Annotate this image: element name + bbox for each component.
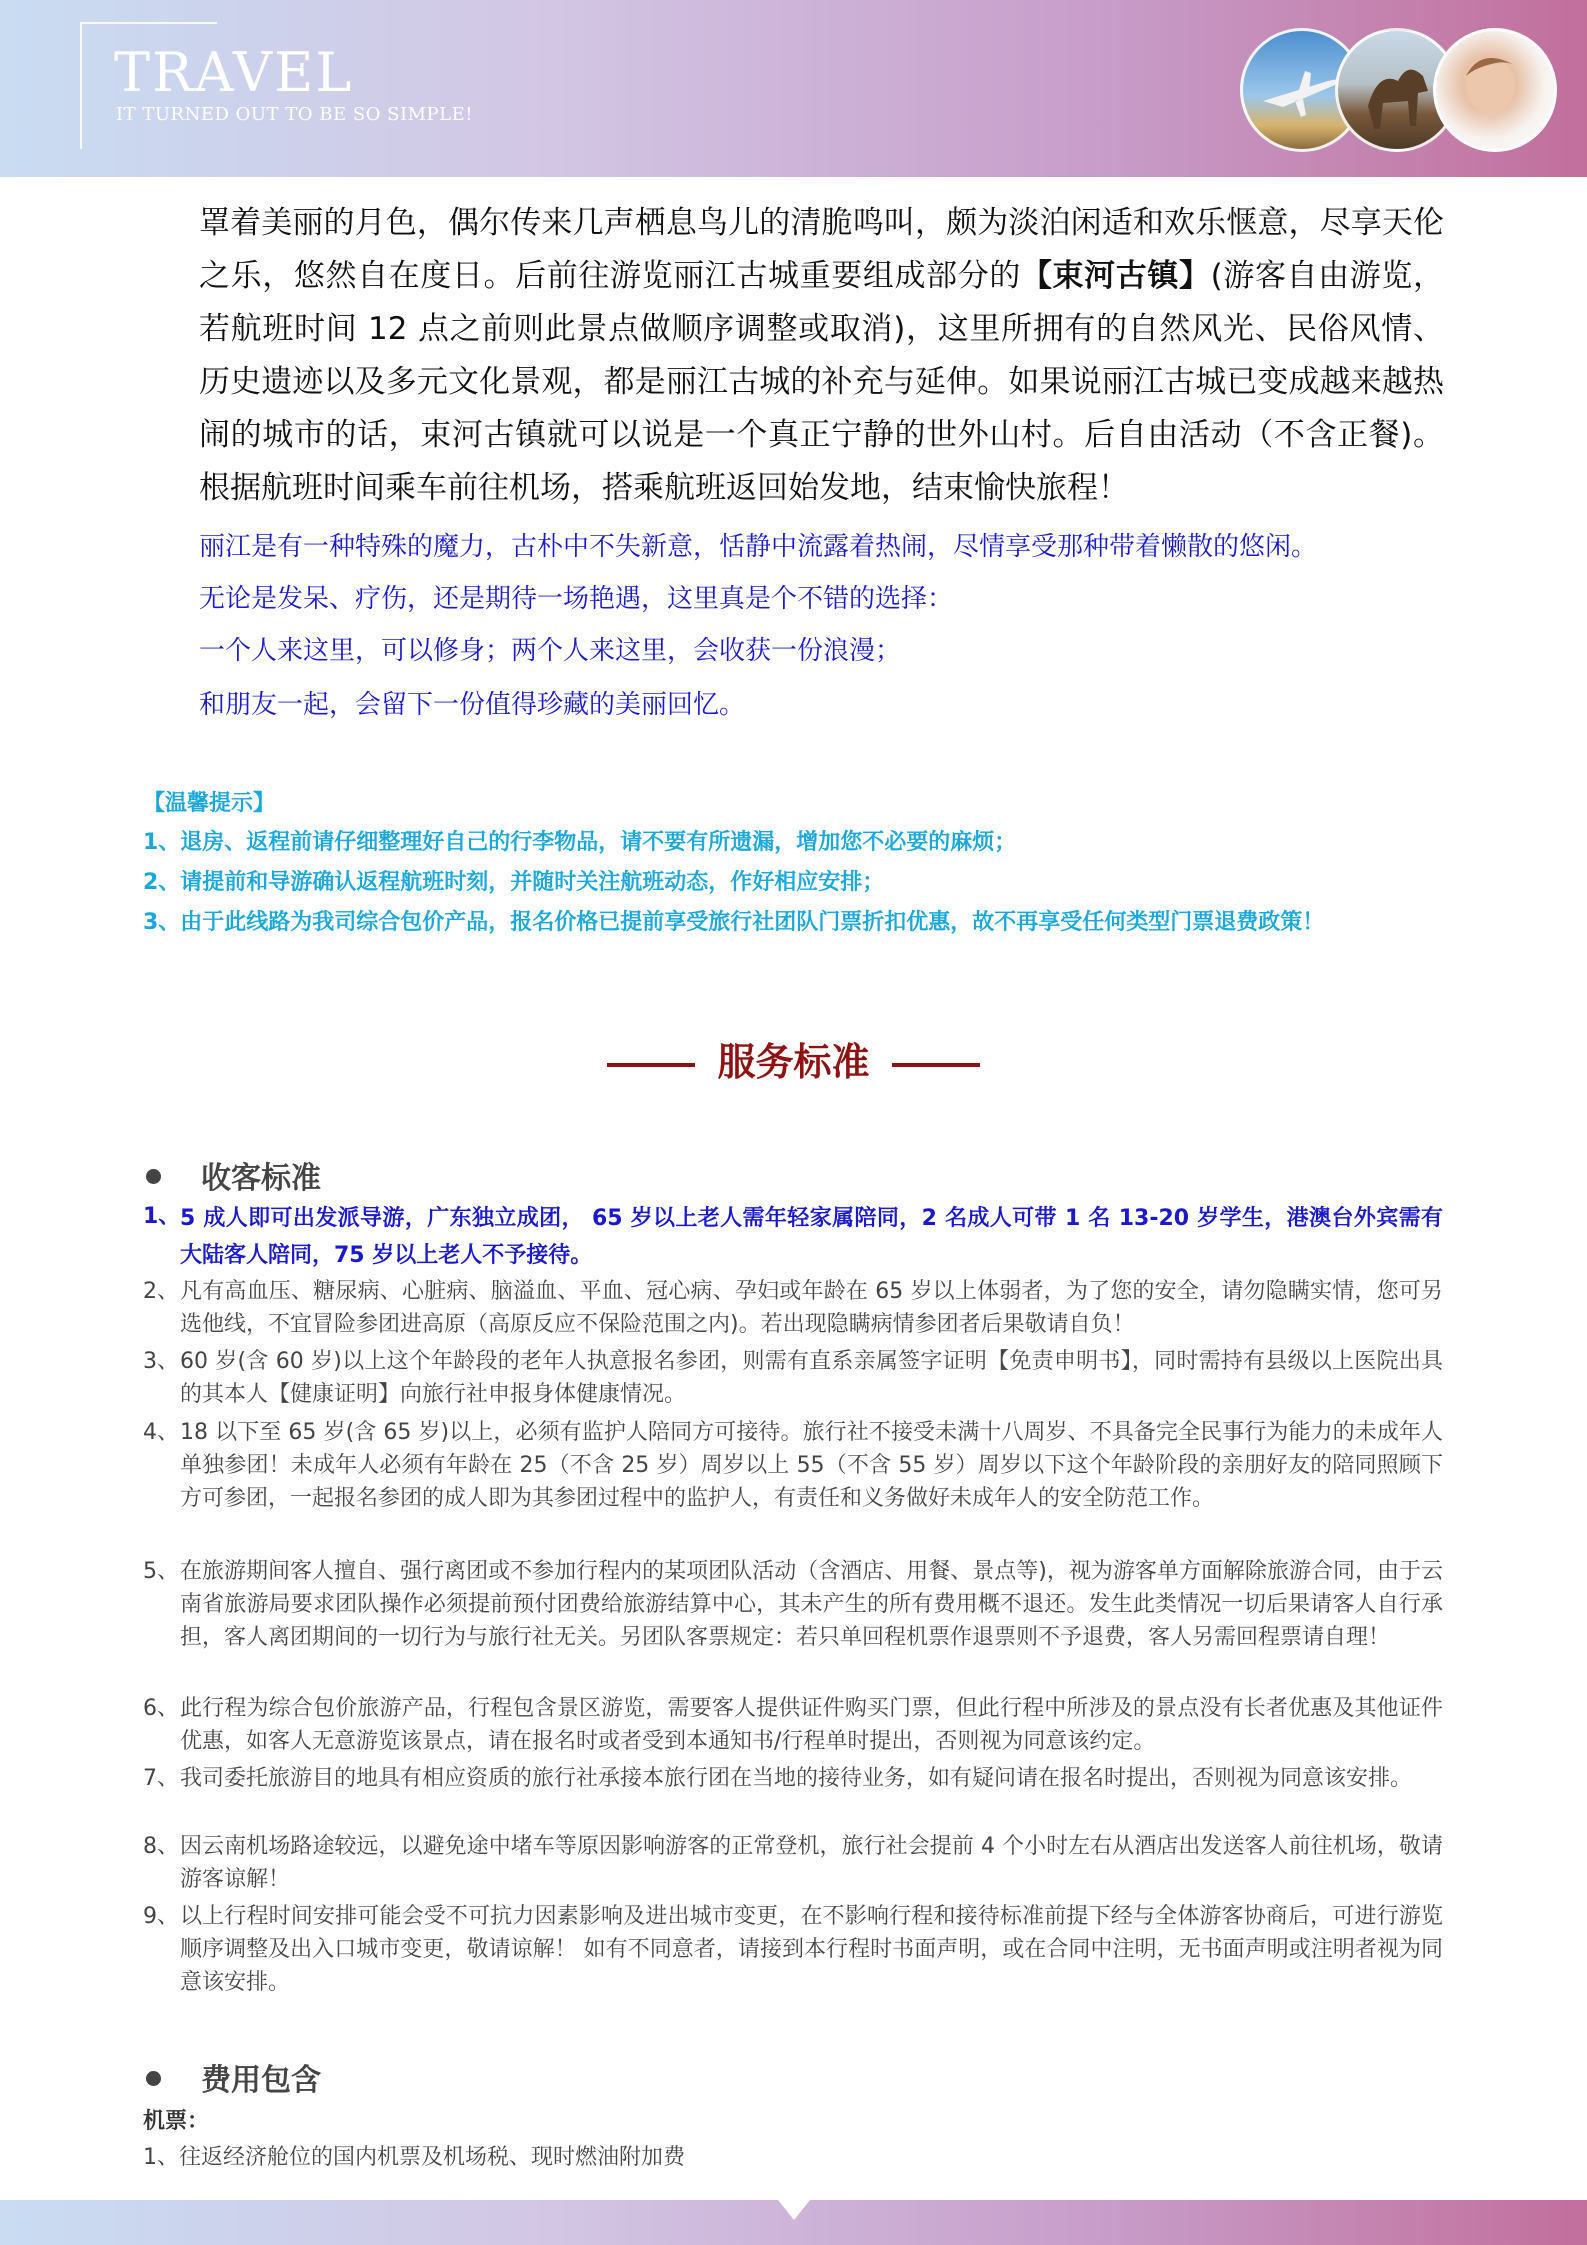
highlight-shuhe: 【束河古镇】 [1020, 258, 1211, 294]
logo-subtitle: IT TURNED OUT TO BE SO SIMPLE! [116, 104, 473, 125]
section-heading-intake: 收客标准 [146, 1153, 321, 1197]
tips-title: 【温馨提示】 [143, 791, 276, 816]
sleeping-woman-photo [1433, 28, 1557, 152]
footer-notch [778, 2200, 810, 2220]
list-item: 2、 凡有高血压、糖尿病、心脏病、脑溢血、平血、冠心病、孕妇或年龄在 65 岁以上体弱者，为了您的安全，请勿隐瞒实情，您可另选他线，不宜冒险参团进高原（高原反应不保险范围之内)。若出现隐瞒病情参团者后果敬请自负！ [143, 1279, 1443, 1337]
logo-title: TRAVEL [114, 41, 354, 104]
list-item: 4、 18 以下至 65 岁(含 65 岁)以上，必须有监护人陪同方可接待。旅行社不接受未满十八周岁、不具备完全民事行为能力的未成年人单独参团！未成年人必须有年龄在 25（不含 25 岁）周岁以上 55（不含 55 岁）周岁以下这个年龄阶段的亲朋好友的陪同照顾下方可参团，一起报名参团的成人即为其参团过程中的监护人，有责任和义务做好未成年人的安全防范工作。 [143, 1420, 1443, 1511]
tip-item: 1、退房、返程前请仔细整理好自己的行李物品，请不要有所遗漏，增加您不必要的麻烦； [143, 830, 1017, 855]
blue-line: 无论是发呆、疗伤，还是期待一场艳遇，这里真是个不错的选择： [199, 584, 954, 614]
tip-item: 2、请提前和导游确认返程航班时刻，并随时关注航班动态，作好相应安排； [143, 870, 885, 895]
list-item: 7、 我司委托旅游目的地具有相应资质的旅行社承接本旅行团在当地的接待业务，如有疑问请在报名时提出，否则视为同意该安排。 [143, 1766, 1413, 1791]
blue-line: 丽江是有一种特殊的魔力，古朴中不失新意，恬静中流露着热闹，尽情享受那种带着懒散的悠闲。 [199, 532, 1318, 562]
header-banner [0, 0, 1587, 177]
tip-item: 3、由于此线路为我司综合包价产品，报名价格已提前享受旅行社团队门票折扣优惠，故不再享受任何类型门票退费政策！ [143, 910, 1325, 935]
section-heading-fees: 费用包含 [146, 2055, 321, 2099]
list-item: 5、 在旅游期间客人擅自、强行离团或不参加行程内的某项团队活动（含酒店、用餐、景点等)，视为游客单方面解除旅游合同，由于云南省旅游局要求团队操作必须提前预付团费给旅游结算中心，其未产生的所有费用概不退还。发生此类情况一切后果请客人自行承担，客人离团期间的一切行为与旅行社无关。另团队客票规定：若只单回程机票作退票则不予退费，客人另需回程票请自理！ [143, 1559, 1443, 1650]
list-item: 1、 5 成人即可出发派导游，广东独立成团， 65 岁以上老人需年轻家属陪同，2 名成人可带 1 名 13-20 岁学生，港澳台外宾需有大陆客人陪同，75 岁以上老人不予接待。 [143, 1204, 1443, 1268]
list-item: 9、 以上行程时间安排可能会受不可抗力因素影响及进出城市变更，在不影响行程和接待标准前提下经与全体游客协商后，可进行游览顺序调整及出入口城市变更，敬请谅解！ 如有不同意者，请接到本行程时书面声明，或在合同中注明，无书面声明或注明者视为同意该安排。 [143, 1904, 1443, 1995]
blue-line: 和朋友一起，会留下一份值得珍藏的美丽回忆。 [199, 690, 746, 720]
blue-line: 一个人来这里，可以修身；两个人来这里，会收获一份浪漫； [199, 636, 902, 666]
list-item: 8、 因云南机场路途较远，以避免途中堵车等原因影响游客的正常登机，旅行社会提前 4 个小时左右从酒店出发送客人前往机场，敬请游客谅解！ [143, 1834, 1443, 1892]
list-item: 3、 60 岁(含 60 岁)以上这个年龄段的老年人执意报名参团，则需有直系亲属签字证明【免责申明书】，同时需持有县级以上医院出具的其本人【健康证明】向旅行社申报身体健康情况。 [143, 1349, 1443, 1407]
ticket-label: 机票： [143, 2109, 210, 2134]
section-title: 服务标准 [0, 1031, 1587, 1086]
title-dash-left [607, 1063, 695, 1067]
fee-item: 1、往返经济舱位的国内机票及机场税、现时燃油附加费 [143, 2145, 685, 2170]
intro-paragraph: 罩着美丽的月色，偶尔传来几声栖息鸟儿的清脆鸣叫，颇为淡泊闲适和欢乐惬意，尽享天伦之乐，悠然自在度日。后前往游览丽江古城重要组成部分的【束河古镇】(游客自由游览，若航班时间 12 点之前则此景点做顺序调整或取消)，这里所拥有的自然风光、民俗风情、历史遗迹以及多元文化景观，都是丽江古城的补充与延伸。如果说丽江古城已变成越来越热闹的城市的话，束河古镇就可以说是一个真正宁静的世外山村。后自由活动（不含正餐)。根据航班时间乘车前往机场，搭乘航班返回始发地，结束愉快旅程！ [199, 205, 1445, 506]
bullet-dot-icon [146, 2071, 161, 2086]
list-item: 6、 此行程为综合包价旅游产品，行程包含景区游览，需要客人提供证件购买门票，但此行程中所涉及的景点没有长者优惠及其他证件优惠，如客人无意游览该景点，请在报名时或者受到本通知书/行程单时提出，否则视为同意该约定。 [143, 1696, 1443, 1754]
title-dash-right [892, 1063, 980, 1067]
bullet-dot-icon [146, 1169, 161, 1184]
